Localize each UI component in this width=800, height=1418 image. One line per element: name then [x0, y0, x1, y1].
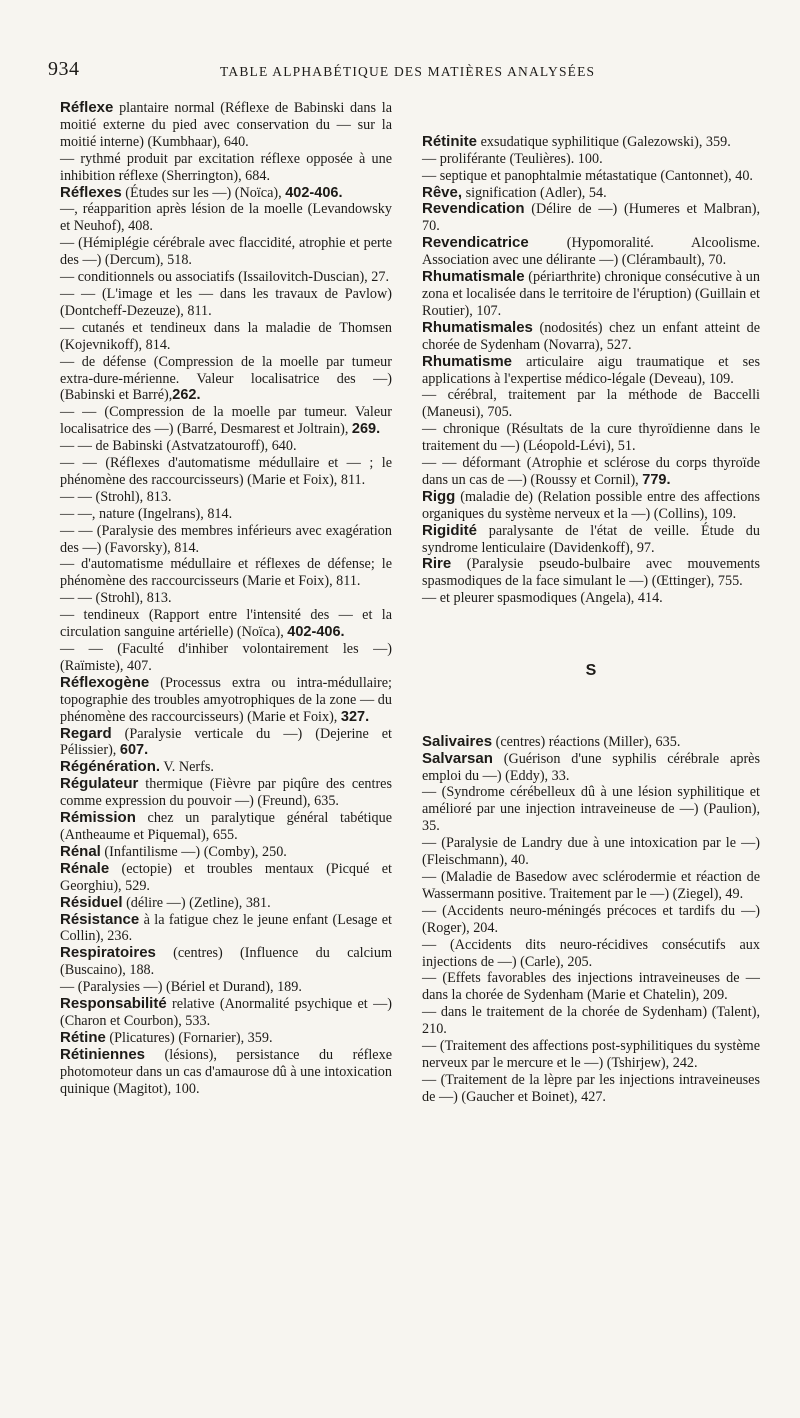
entry-text: — proliférante (Teulières). 100. — [422, 150, 603, 167]
entry-headword: Revendicatrice — [422, 234, 529, 252]
right-column-bottom-entries — [422, 732, 764, 1106]
index-entry — [422, 590, 760, 607]
index-entry — [60, 859, 396, 895]
entry-text: — (Traitement de la lèpre par les injections intraveineuses de —) (Gaucher et Boinet), 427. — [422, 1071, 764, 1105]
index-entry — [60, 895, 392, 912]
entry-headword: Rénal — [60, 842, 101, 860]
index-entry — [60, 556, 396, 590]
entry-text: (Études sur les —) (Noïca), — [121, 184, 286, 201]
entry-text: — — déformant (Atrophie et sclérose du corps thyroïde dans un cas de —) (Roussy et Cornil), — [422, 455, 764, 488]
entry-text: — — (Compression de la moelle par tumeur. Valeur localisatrice des —) (Barré, Desmarest et Joltrain), — [60, 404, 396, 438]
entry-text: (lésions), persistance du réflexe photomoteur dans un cas d'amaurose dû à une intoxication quinique (Magitot), 100. — [60, 1046, 396, 1097]
entry-text: — chronique (Résultats de la cure thyroïdienne dans le traitement du —) (Léopold-Lévi), 51. — [422, 421, 764, 455]
entry-headword: Rigidité — [422, 521, 477, 539]
entry-text: — tendineux (Rapport entre l'intensité des — et la circulation sanguine artérielle) (Noïca), — [60, 607, 396, 641]
index-entry — [422, 784, 764, 835]
index-entry — [422, 1071, 764, 1106]
index-entry — [60, 99, 396, 151]
entry-text: — cutanés et tendineux dans la maladie de Thomsen (Kojevnikoff), 814. — [60, 319, 396, 353]
entry-text: — d'automatisme médullaire et réflexes de défense; le phénomène des raccourcisseurs (Marie et Foix), 811. — [60, 556, 396, 590]
index-entry — [422, 387, 764, 421]
entry-text: plantaire normal (Réflexe de Babinski dans la moitié externe du pied avec conservation du — sur la moitié interne) (Kumbhaar), 640. — [60, 100, 396, 150]
entry-text: —, réapparition après lésion de la moelle (Levandowsky et Neuhof), 408. — [60, 201, 396, 235]
entry-text: — (Paralysies —) (Bériel et Durand), 189. — [60, 979, 302, 996]
entry-text: (nodosités) chez un enfant atteint de chorée de Sydenham (Novarra), 527. — [422, 319, 764, 353]
entry-text: — (Effets favorables des injections intraveineuses de — dans la chorée de Sydenham (Marie et Chatelin), 209. — [422, 970, 764, 1004]
entry-text: — —, nature (Ingelrans), 814. — [60, 505, 233, 522]
entry-headword: Salivaires — [422, 732, 493, 750]
entry-bold-page: 779. — [642, 471, 671, 488]
entry-text: — et pleurer spasmodiques (Angela), 414. — [422, 590, 663, 607]
entry-text: à la fatigue chez le jeune enfant (Lesage et Collin), 236. — [60, 911, 396, 945]
entry-text: (Infantilisme —) (Comby), 250. — [100, 843, 287, 860]
entry-text: (Plicatures) (Fornarier), 359. — [105, 1029, 273, 1046]
entry-text: — — (Réflexes d'automatisme médullaire et — ; le phénomène des raccourcisseurs) (Marie et Foix), 811. — [60, 455, 396, 488]
entry-text: (Processus extra ou intra-médullaire; topographie des troubles amyotrophiques de la zone — du phénomène des raccourcisseurs) (Marie et Foix), — [60, 674, 396, 725]
entry-headword: Réflexe — [60, 99, 114, 116]
index-entry — [422, 521, 764, 557]
right-column — [422, 100, 764, 1123]
entry-headword: Revendication — [422, 200, 525, 218]
entry-text: (Délire de —) (Humeres et Malbran), 70. — [422, 201, 764, 235]
index-entry — [422, 902, 764, 937]
index-entry — [60, 979, 392, 996]
entry-text: — rythmé produit par excitation réflexe opposée à une inhibition réflexe (Sherrington), 684. — [60, 150, 396, 184]
index-entry — [60, 353, 396, 405]
index-entry — [60, 522, 396, 557]
entry-headword: Réflexogène — [60, 673, 150, 691]
entry-bold-page: 327. — [340, 708, 370, 725]
index-entry — [422, 455, 764, 489]
index-entry — [422, 1004, 764, 1038]
entry-headword: Résiduel — [60, 893, 123, 911]
entry-text: — conditionnels ou associatifs (Issailovitch-Duscian), 27. — [60, 269, 390, 286]
entry-headword: Rhumatisme — [422, 352, 513, 370]
entry-headword: Responsabilité — [60, 995, 167, 1013]
entry-text: — (Hémiplégie cérébrale avec flaccidité, atrophie et perte des —) (Dercum), 518. — [60, 235, 396, 269]
index-entry — [422, 421, 764, 455]
entry-text: (Guérison d'une syphilis cérébrale après emploi du —) (Eddy), 33. — [422, 750, 764, 784]
entry-text: — (Traitement des affections post-syphilitiques du système nerveux par le mercure et le —) (Tshirjew), 242. — [422, 1038, 764, 1071]
index-entry — [60, 995, 396, 1030]
index-entry — [60, 506, 392, 523]
entry-text: — cérébral, traitement par la méthode de Baccelli (Maneusi), 705. — [422, 387, 764, 421]
index-entry — [422, 1038, 764, 1072]
index-entry — [422, 234, 763, 269]
entry-bold-page: 402-406. — [285, 184, 343, 201]
index-entry — [422, 134, 760, 151]
index-entry — [60, 319, 396, 354]
entry-headword: Rétinite — [422, 132, 478, 150]
index-entry — [60, 724, 396, 760]
entry-headword: Rétine — [60, 1028, 106, 1046]
entry-text: articulaire aigu traumatique et ses applications à l'expertise médico-légale (Deveau), 109. — [422, 353, 764, 387]
index-entry — [422, 749, 764, 785]
running-title: TABLE ALPHABÉTIQUE DES MATIÈRES ANALYSÉES — [220, 64, 596, 79]
index-entry — [60, 673, 396, 726]
entry-text: — (Accidents neuro-méningés précoces et tardifs du —) (Roger), 204. — [422, 902, 764, 936]
entry-headword: Régulateur — [60, 775, 139, 793]
index-entry — [60, 607, 396, 641]
entry-headword: Rigg — [422, 487, 456, 505]
entry-text: relative (Anormalité psychique et —) (Charon et Courbon), 533. — [60, 996, 396, 1029]
index-entry — [60, 285, 396, 320]
left-column — [60, 99, 396, 1097]
index-entry — [60, 944, 396, 979]
entry-bold-page: 607. — [119, 742, 149, 759]
index-entry — [60, 641, 396, 675]
entry-text: — — (L'image et les — dans les travaux de Pavlow) (Dontcheff-Dezeuze), 811. — [60, 285, 396, 319]
entry-headword: Régénération. — [60, 758, 161, 776]
index-entry — [60, 1030, 392, 1047]
index-entry — [422, 970, 764, 1004]
right-column-top-entries — [422, 132, 764, 607]
entry-headword: Rhumatismale — [422, 268, 525, 286]
index-entry — [60, 489, 392, 506]
entry-text: — — (Strohl), 813. — [60, 590, 172, 607]
index-entry — [422, 835, 764, 869]
entry-headword: Réflexes — [60, 183, 122, 201]
entry-text: — (Maladie de Basedow avec sclérodermie et réaction de Wassermann positive. Traitement par le —) (Ziegel), 49. — [422, 868, 764, 902]
entry-text: (délire —) (Zetline), 381. — [122, 894, 271, 911]
entry-text: signification (Adler), 54. — [462, 184, 607, 201]
entry-text: exsudatique syphilitique (Galezowski), 359. — [477, 133, 731, 150]
entry-text: (Hypomoralité. Alcoolisme. Association avec une délirante —) (Clérambault), 70. — [422, 235, 763, 269]
entry-bold-page: 402-406. — [287, 624, 345, 641]
entry-headword: Rénale — [60, 859, 110, 877]
entry-text: (ectopie) et troubles mentaux (Picqué et Georghiu), 529. — [60, 860, 396, 894]
entry-text: — septique et panophtalmie métastatique (Cantonnet), 40. — [422, 167, 753, 184]
entry-text: (centres) (Influence du calcium (Buscaino), 188. — [60, 945, 396, 979]
index-entry — [60, 1045, 396, 1098]
entry-text: (centres) réactions (Miller), 635. — [492, 733, 681, 750]
entry-text: — (Accidents dits neuro-récidives consécutifs aux injections de —) (Carle), 205. — [422, 936, 764, 970]
index-entry — [60, 438, 392, 455]
index-entry — [60, 235, 396, 269]
entry-text: — — (Strohl), 813. — [60, 488, 172, 505]
entry-bold-page: 262. — [172, 387, 201, 404]
index-entry — [60, 201, 396, 235]
index-entry — [60, 759, 392, 776]
index-entry — [422, 318, 764, 354]
entry-text: chez un paralytique général tabétique (Antheaume et Piquemal), 655. — [60, 810, 396, 843]
entry-text: — — de Babinski (Astvatzatouroff), 640. — [60, 438, 297, 455]
index-entry — [60, 404, 396, 438]
page-number: 934 — [48, 58, 80, 80]
index-entry — [60, 809, 396, 844]
entry-text: (Paralysie pseudo-bulbaire avec mouvements spasmodiques de la face simulant le —) (Œttinger), 755. — [422, 556, 764, 590]
entry-headword: Rêve, — [422, 183, 463, 201]
section-letter: S — [585, 662, 597, 679]
index-entry — [60, 910, 396, 946]
entry-text: (Paralysie verticale du —) (Dejerine et Pélissier), — [60, 725, 396, 759]
entry-text: — (Syndrome cérébelleux dû à une lésion syphilitique et amélioré par une injection intraveineuse de —) (Paulion), 35. — [422, 784, 764, 835]
index-entry — [422, 868, 764, 903]
entry-text: — — (Faculté d'inhiber volontairement les —) (Raïmiste), 407. — [60, 641, 396, 674]
entry-headword: Rire — [422, 555, 452, 573]
entry-text: paralysante de l'état de veille. Étude du syndrome lenticulaire (Davidenkoff), 97. — [422, 522, 764, 556]
index-entry — [422, 168, 760, 185]
index-entry — [422, 151, 760, 168]
entry-text: V. Nerfs. — [160, 759, 214, 776]
index-entry — [422, 734, 760, 751]
index-entry — [422, 200, 764, 235]
entry-text: — dans le traitement de la chorée de Sydenham) (Talent), 210. — [422, 1004, 764, 1038]
entry-headword: Rétiniennes — [60, 1045, 146, 1063]
entry-headword: Salvarsan — [422, 749, 493, 767]
index-entry — [60, 185, 392, 202]
entry-headword: Respiratoires — [60, 944, 156, 962]
entry-headword: Résistance — [60, 910, 140, 928]
index-entry — [422, 487, 764, 523]
entry-text: — de défense (Compression de la moelle par tumeur extra-dure-mérienne. Valeur localisatrice des —) (Babinski et Barré), — [60, 353, 396, 404]
index-entry — [60, 590, 392, 607]
entry-text: (périarthrite) chronique consécutive à un zona et localisée dans le territoire de l'éruption) (Guillain et Routier), 107. — [422, 269, 764, 319]
index-entry — [60, 775, 396, 810]
index-entry — [422, 185, 760, 202]
entry-headword: Rhumatismales — [422, 318, 533, 336]
entry-headword: Rémission — [60, 809, 136, 827]
index-entry — [60, 269, 392, 286]
index-entry — [422, 268, 764, 320]
entry-text: thermique (Fièvre par piqûre des centres comme expression du pouvoir —) (Freund), 635. — [60, 776, 396, 810]
index-entry — [60, 150, 396, 185]
index-entry — [422, 352, 764, 388]
entry-headword: Regard — [60, 724, 112, 742]
entry-text: — — (Paralysie des membres inférieurs avec exagération des —) (Favorsky), 814. — [60, 522, 396, 556]
index-entry — [422, 936, 764, 971]
entry-text: (maladie de) (Relation possible entre des affections organiques du système nerveux et la —) (Collins), 109. — [422, 488, 764, 522]
index-entry — [60, 455, 396, 489]
entry-text: — (Paralysie de Landry due à une intoxication par le —) (Fleischmann), 40. — [422, 835, 764, 869]
index-entry — [60, 844, 392, 861]
entry-bold-page: 269. — [351, 421, 381, 438]
index-entry — [422, 555, 764, 590]
